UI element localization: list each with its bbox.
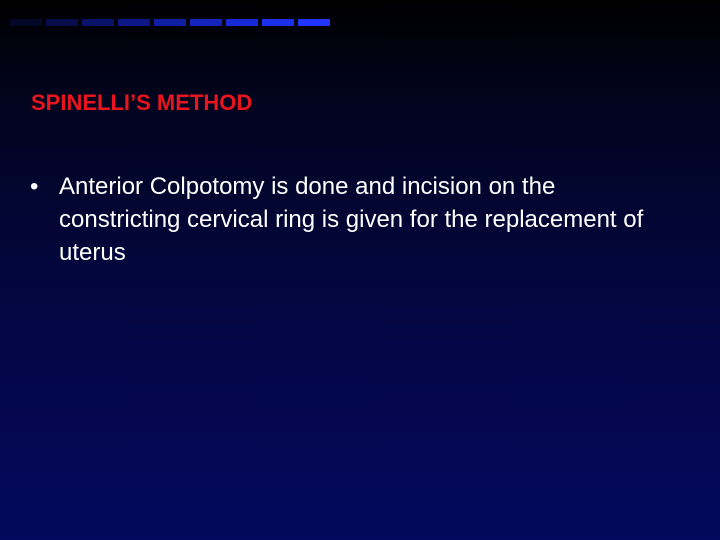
bullet-text: Anterior Colpotomy is done and incision on the constricting cervical ring is given for the replacement of uterus [59,173,644,266]
decorative-bar-segment [226,19,258,26]
decorative-header-bar [10,19,330,26]
slide-title: SPINELLI’S METHOD [31,90,253,115]
decorative-bar-segment [82,19,114,26]
decorative-bar-segment [190,19,222,26]
decorative-bar-segment [118,19,150,26]
decorative-bar-segment [46,19,78,26]
decorative-bar-segment [298,19,330,26]
decorative-bar-segment [154,19,186,26]
bullet-list [30,170,650,269]
decorative-bar-segment [262,19,294,26]
bullet-item [30,170,650,269]
bullet-marker: • [30,173,39,200]
decorative-bar-segment [10,19,42,26]
